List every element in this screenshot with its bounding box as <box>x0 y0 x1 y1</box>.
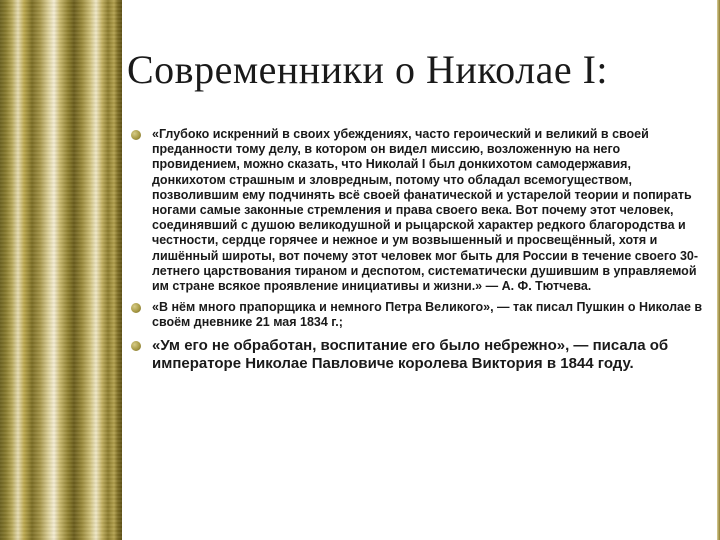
bullet-list <box>131 127 707 373</box>
quote-pushkin: «В нём много прапорщика и немного Петра Великого», — так писал Пушкин о Николае в своём дневнике 21 мая 1834 г.; <box>152 300 703 330</box>
list-item <box>131 300 707 330</box>
bullet-icon <box>131 130 141 140</box>
quote-victoria: «Ум его не обработан, воспитание его было небрежно», — писала об императоре Николае Павловиче королева Виктория в 1844 году. <box>152 336 669 372</box>
slide-title: Современники о Николае I: <box>127 47 609 92</box>
list-item <box>131 127 707 294</box>
bullet-icon <box>131 303 141 313</box>
decorative-gold-band <box>0 0 122 540</box>
quote-tyutcheva: «Глубоко искренний в своих убеждениях, часто героический и великий в своей преданности тому делу, в котором он видел миссию, возложенную на него провидением, можно сказать, что Николай I был донкихотом самодержавия, донкихотом страшным и зловредным, потому что обладал всемогуществом, позволившим ему подчинять всё своей фанатической и устарелой теории и попирать ногами самые законные стремления и права своего века. Вот почему этот человек, соединявший с душою великодушной и рыцарской характер редкого благородства и честности, сердце горячее и нежное и ум возвышенный и просвещённый, хотя и лишённый широты, вот почему этот человек мог быть для России в течение своего 30-летнего царствования тираном и деспотом, систематически душившим в управляемой им стране всякое проявление инициативы и жизни.» — А. Ф. Тютчева. <box>152 127 699 294</box>
bullet-icon <box>131 341 141 351</box>
list-item <box>131 337 707 373</box>
